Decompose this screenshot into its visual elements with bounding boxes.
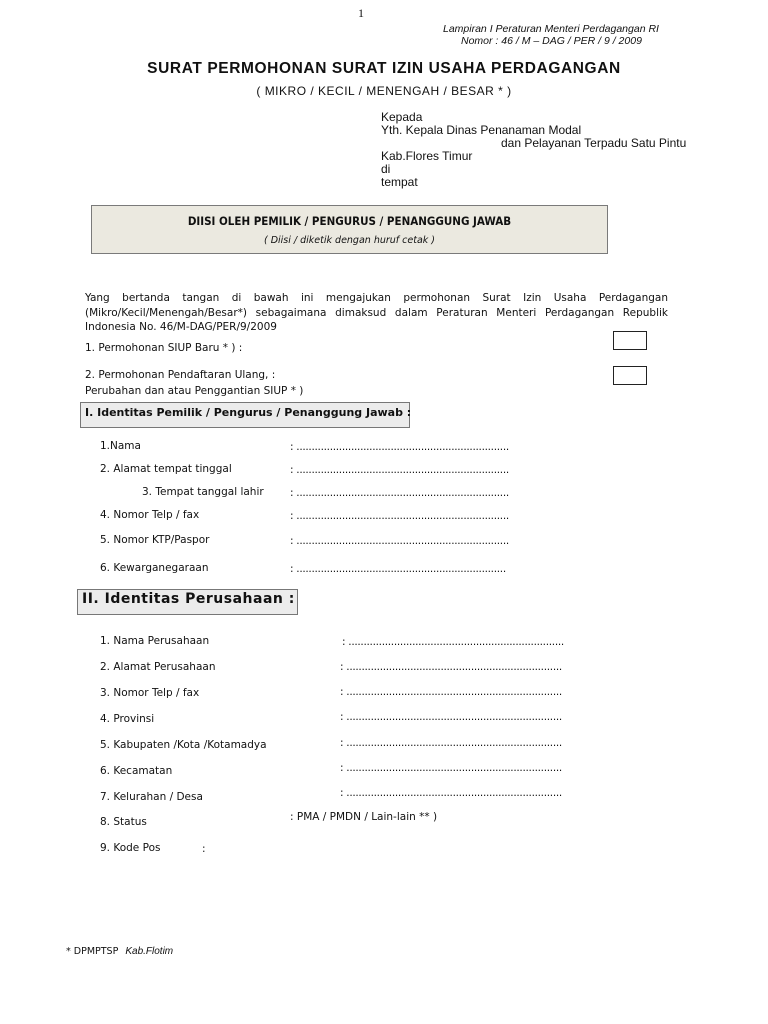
postal-code-label: 9. Kode Pos — [100, 842, 161, 854]
company-status-label: 8. Status — [100, 816, 147, 828]
owner-birth-field[interactable]: : ...................................................................... — [290, 487, 509, 499]
address-kepada: Kepada — [381, 110, 423, 124]
company-name-field[interactable]: : ....................................................................... — [342, 636, 564, 648]
company-status-field[interactable]: : PMA / PMDN / Lain-lain ** ) — [290, 811, 438, 823]
request-new-label: 1. Permohonan SIUP Baru * ) : — [85, 342, 243, 354]
instruction-box-subtitle: ( Diisi / diketik dengan huruf cetak ) — [263, 235, 435, 246]
company-regency-label: 5. Kabupaten /Kota /Kotamadya — [100, 739, 267, 751]
address-di: di — [381, 162, 391, 176]
owner-id-field[interactable]: : ...................................................................... — [290, 535, 509, 547]
owner-address-label: 2. Alamat tempat tinggal — [100, 463, 232, 475]
postal-code-field[interactable]: : — [202, 843, 206, 855]
company-village-label: 7. Kelurahan / Desa — [100, 791, 203, 803]
company-province-field[interactable]: : ....................................................................... — [340, 711, 562, 723]
company-village-field[interactable]: : ....................................................................... — [340, 787, 562, 799]
owner-name-field[interactable]: : ...................................................................... — [290, 441, 509, 453]
lampiran-line-2: Nomor : 46 / M – DAG / PER / 9 / 2009 — [461, 35, 642, 47]
owner-phone-label: 4. Nomor Telp / fax — [100, 509, 200, 521]
company-regency-field[interactable]: : ....................................................................... — [340, 737, 562, 749]
section-1-title: I. Identitas Pemilik / Pengurus / Penanggung Jawab : — [85, 406, 412, 419]
owner-nationality-label: 6. Kewarganegaraan — [100, 562, 209, 574]
footer-marker: * DPMPTSP — [66, 946, 119, 957]
document-subtitle: ( MIKRO / KECIL / MENENGAH / BESAR * ) — [256, 84, 512, 98]
owner-nationality-field[interactable]: : ..................................................................... — [290, 563, 506, 575]
address-recipient: Yth. Kepala Dinas Penanaman Modal — [381, 123, 582, 137]
company-district-field[interactable]: : ....................................................................... — [340, 762, 562, 774]
instruction-box-title: DIISI OLEH PEMILIK / PENGURUS / PENANGGUNG JAWAB — [187, 214, 512, 228]
company-district-label: 6. Kecamatan — [100, 765, 173, 777]
lampiran-line-1: Lampiran I Peraturan Menteri Perdagangan RI — [443, 23, 659, 35]
address-tempat: tempat — [381, 175, 418, 189]
company-phone-label: 3. Nomor Telp / fax — [100, 687, 200, 699]
owner-id-label: 5. Nomor KTP/Paspor — [100, 534, 210, 546]
request-renewal-label: 2. Permohonan Pendaftaran Ulang, : — [85, 369, 276, 381]
request-renewal-checkbox[interactable] — [613, 366, 647, 385]
owner-birth-label: 3. Tempat tanggal lahir — [142, 486, 264, 498]
company-phone-field[interactable]: : ....................................................................... — [340, 686, 562, 698]
document-title: SURAT PERMOHONAN SURAT IZIN USAHA PERDAGANGAN — [147, 60, 621, 77]
instruction-box — [91, 205, 608, 254]
request-new-checkbox[interactable] — [613, 331, 647, 350]
footer-place: Kab.Flotim — [125, 946, 174, 957]
company-address-label: 2. Alamat Perusahaan — [100, 661, 216, 673]
section-2-title: II. Identitas Perusahaan : — [82, 591, 295, 607]
page-number: 1 — [358, 6, 364, 20]
footer-note — [66, 946, 173, 957]
address-kabupaten: Kab.Flores Timur — [381, 149, 473, 163]
company-province-label: 4. Provinsi — [100, 713, 155, 725]
intro-paragraph: Yang bertanda tangan di bawah ini mengajukan permohonan Surat Izin Usaha Perdagangan (Mikro/Kecil/Menengah/Besar*) sebagaimana dimaksud dalam Peraturan Menteri Perdagangan Republik Indonesia No. 46/M-DAG/PER/9/2009 — [85, 292, 668, 333]
owner-phone-field[interactable]: : ...................................................................... — [290, 510, 509, 522]
company-address-field[interactable]: : ....................................................................... — [340, 661, 562, 673]
company-name-label: 1. Nama Perusahaan — [100, 635, 210, 647]
address-recipient-cont: dan Pelayanan Terpadu Satu Pintu — [501, 136, 687, 150]
owner-address-field[interactable]: : ...................................................................... — [290, 464, 509, 476]
owner-name-label: 1.Nama — [100, 440, 141, 452]
request-renewal-label-cont: Perubahan dan atau Penggantian SIUP * ) — [85, 385, 304, 397]
